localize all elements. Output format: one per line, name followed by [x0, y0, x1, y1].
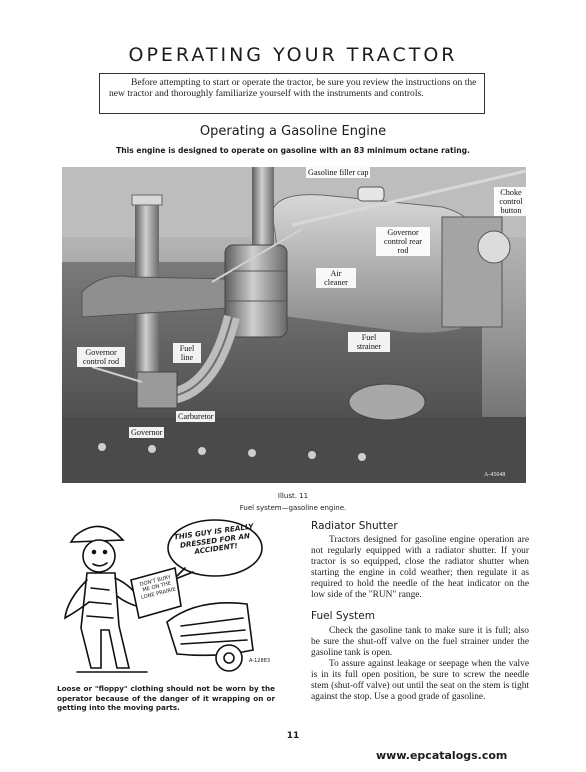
radiator-heading: Radiator Shutter — [311, 520, 398, 532]
radiator-text: Tractors designed for gasoline engine operation are not regularly equipped with a radiator shutter. If your tractor is so equipped, close the radiator shutter when starting the engine in cold weather; then regulate it as required to hold the needle of the heat indicator on the low side of the "RUN" range. — [311, 535, 529, 600]
callout-governor-control-rear-rod: Governor control rear rod — [376, 227, 430, 256]
callout-governor: Governor — [131, 428, 163, 437]
fuel-system-body — [311, 626, 529, 703]
radiator-body — [311, 535, 529, 601]
section-heading: Operating a Gasoline Engine — [199, 124, 387, 139]
illustration-caption: Fuel system—gasoline engine. — [239, 504, 347, 512]
footer-url[interactable]: www.epcatalogs.com — [376, 749, 508, 762]
engine-photo — [62, 167, 526, 483]
illustration-label: Illust. 11 — [277, 492, 309, 500]
fuel-system-heading: Fuel System — [311, 610, 375, 622]
page-title: OPERATING YOUR TRACTOR — [128, 44, 458, 66]
callout-fuel-strainer: Fuel strainer — [348, 332, 390, 352]
fuel-system-para2: To assure against leakage or seepage when the valve is in its full open position, be sure to screw the needle stem (shut-off valve) out until the seat on the stem is tight against the stop. Use a good grade of gasoline. — [311, 659, 529, 702]
callout-choke-control-button: Choke control button — [494, 187, 526, 216]
safety-cartoon — [57, 518, 277, 678]
callout-fuel-line: Fuel line — [173, 343, 201, 363]
callout-air-cleaner: Air cleaner — [316, 268, 356, 288]
cartoon-code: A-12883 — [249, 658, 271, 664]
callout-carburetor: Carburetor — [178, 412, 214, 421]
callout-gasoline-filler-cap: Gasoline filler cap — [308, 168, 369, 177]
section-subheading: This engine is designed to operate on gasoline with an 83 minimum octane rating. — [116, 146, 470, 155]
notice-text: Before attempting to start or operate the tractor, be sure you review the instructions on the new tractor and thoroughly familiarize yourself with the instruments and controls. — [109, 77, 477, 100]
cartoon-speech-text: THIS GUY IS REALLY DRESSED FOR AN ACCIDENT! — [173, 521, 255, 557]
photo-code: A-45048 — [484, 472, 506, 478]
notice-box — [99, 73, 485, 114]
callout-governor-control-rod: Governor control rod — [77, 347, 125, 367]
cartoon-caption: Loose or "floppy" clothing should not be worn by the operator because of the danger of it wrapping on or getting into the moving parts. — [57, 684, 275, 713]
page-number: 11 — [286, 731, 300, 741]
cartoon-sign-text: DON'T BURY ME ON THE LONE PRAIRIE — [139, 574, 177, 601]
fuel-system-para1: Check the gasoline tank to make sure it is full; also be sure the shut-off valve on the fuel strainer under the gasoline tank is open. — [311, 626, 529, 658]
